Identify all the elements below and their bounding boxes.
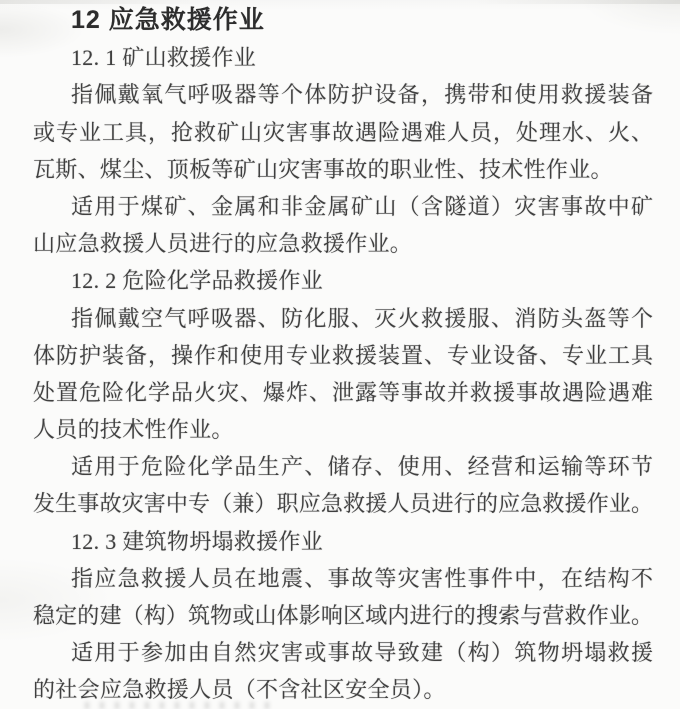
chapter-heading: 12 应急救援作业 [71, 6, 265, 34]
body-line: 处置危险化学品火灾、爆炸、泄露等事故并救援事故遇险遇难 [33, 379, 653, 405]
body-line: 适用于危险化学品生产、储存、使用、经营和运输等环节 [71, 454, 653, 480]
body-line: 适用于参加由自然灾害或事故导致建（构）筑物坍塌救援 [71, 640, 653, 666]
body-line: 的社会应急救援人员（不含社区安全员）。 [33, 677, 446, 703]
section-title-12-3: 12. 3 建筑物坍塌救援作业 [71, 528, 324, 554]
body-line: 体防护装备，操作和使用专业救援装置、专业设备、专业工具 [33, 342, 653, 368]
body-line: 指佩戴空气呼吸器、防化服、灭火救援服、消防头盔等个 [71, 305, 653, 331]
body-line: 发生事故灾害中专（兼）职应急救援人员进行的应急救援作业。 [33, 491, 653, 517]
body-line: 山应急救援人员进行的应急救援作业。 [33, 231, 413, 257]
body-line: 指佩戴氧气呼吸器等个体防护设备，携带和使用救援装备 [71, 82, 653, 108]
body-line: 瓦斯、煤尘、顶板等矿山灾害事故的职业性、技术性作业。 [33, 156, 613, 182]
body-line: 稳定的建（构）筑物或山体影响区域内进行的搜索与营救作业。 [33, 603, 653, 628]
body-line: 适用于煤矿、金属和非金属矿山（含隧道）灾害事故中矿 [71, 193, 653, 219]
body-line: 指应急救援人员在地震、事故等灾害性事件中，在结构不 [71, 565, 653, 591]
section-title-12-1: 12. 1 矿山救援作业 [71, 45, 257, 71]
section-title-12-2: 12. 2 危险化学品救援作业 [71, 268, 324, 294]
body-line: 或专业工具，抢救矿山灾害事故遇险遇难人员，处理水、火、 [33, 119, 653, 145]
body-line: 人员的技术性作业。 [33, 417, 234, 443]
truncated-next-line [85, 702, 280, 709]
